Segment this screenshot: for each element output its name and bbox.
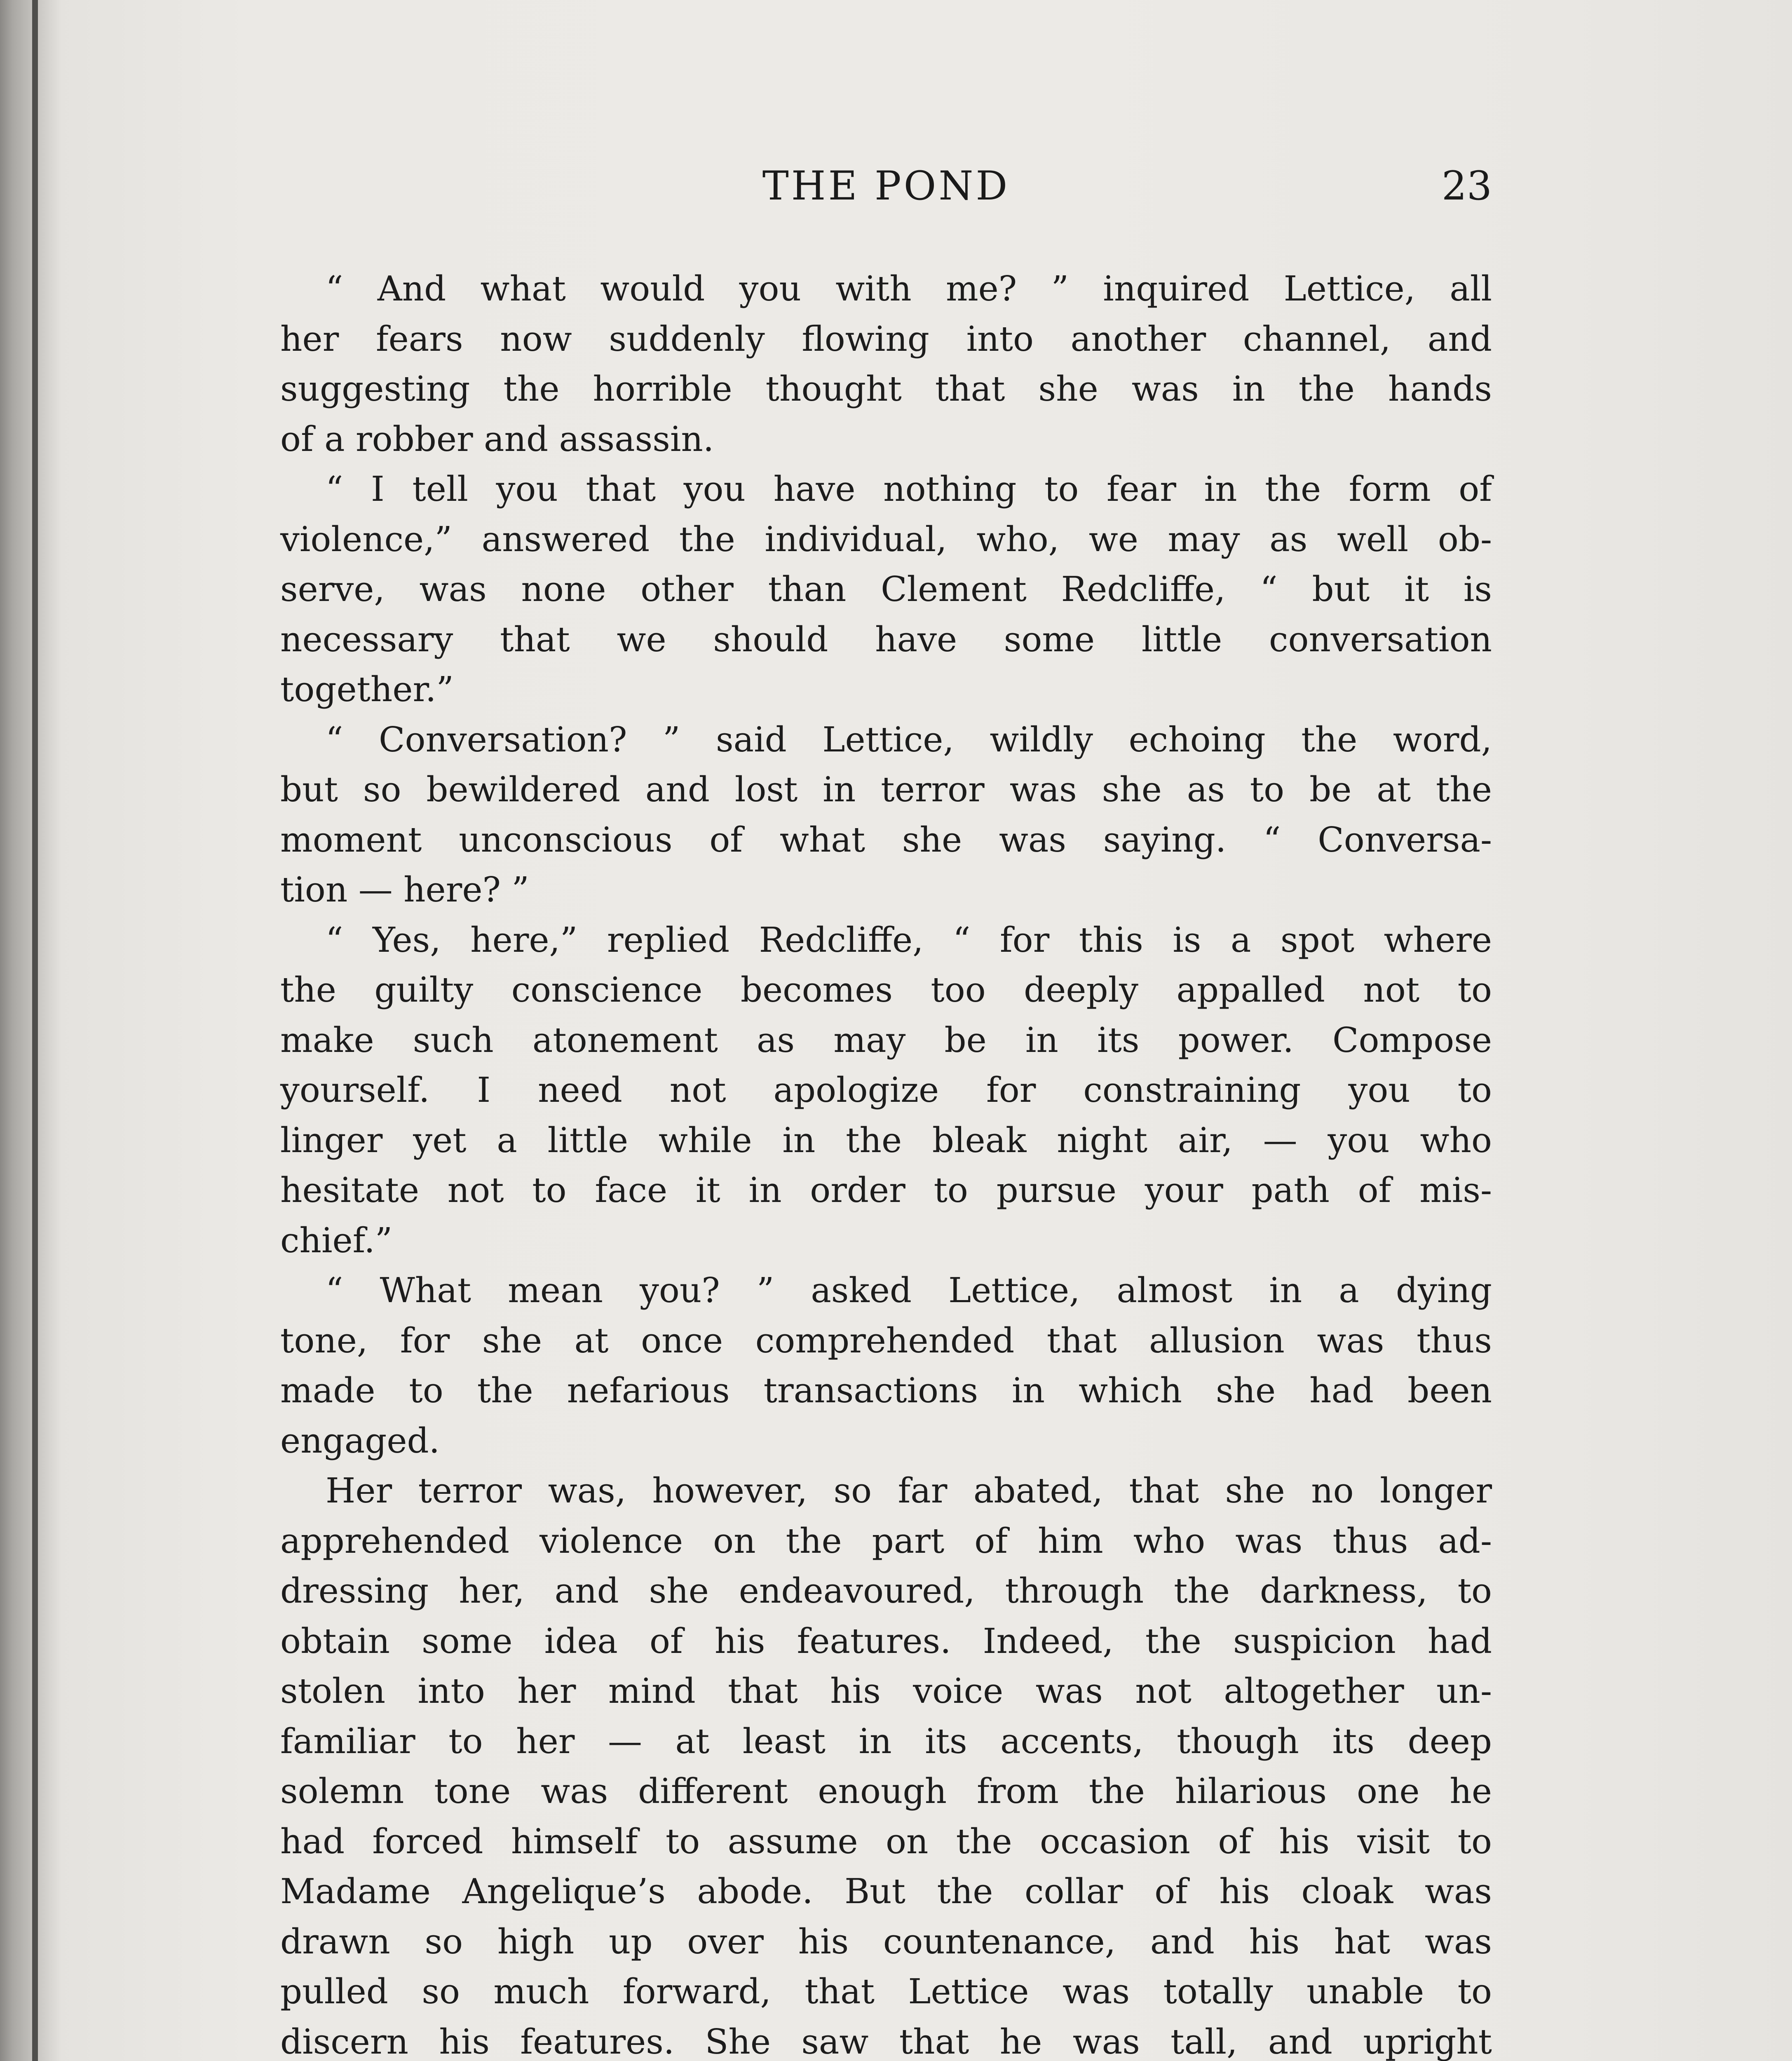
text-line: Madame Angelique’s abode. But the collar of his cloak was xyxy=(280,1871,1492,1911)
text-line: discern his features. She saw that he was tall, and upright xyxy=(280,2021,1492,2061)
text-line: “ And what would you with me? ” inquired Lettice, all xyxy=(326,269,1492,309)
text-line: serve, was none other than Clement Redcliffe, “ but it is xyxy=(280,569,1492,609)
text-line: make such atonement as may be in its power. Compose xyxy=(280,1020,1492,1060)
text-line: dressing her, and she endeavoured, through the darkness, to xyxy=(280,1571,1492,1611)
text-line: had forced himself to assume on the occasion of his visit to xyxy=(280,1821,1492,1861)
running-title: THE POND xyxy=(762,163,1010,209)
text-line: pulled so much forward, that Lettice was totally unable to xyxy=(280,1972,1492,2012)
text-line: the guilty conscience becomes too deeply appalled not to xyxy=(280,970,1492,1010)
text-line: her fears now suddenly flowing into another channel, and xyxy=(280,319,1492,359)
text-line: tion — here? ” xyxy=(280,870,529,910)
page-number: 23 xyxy=(1441,163,1492,209)
text-line: yourself. I need not apologize for constraining you to xyxy=(280,1070,1492,1110)
text-line: necessary that we should have some little conversation xyxy=(280,619,1492,660)
text-line: “ Conversation? ” said Lettice, wildly echoing the word, xyxy=(326,719,1492,760)
text-line: “ I tell you that you have nothing to fear in the form of xyxy=(326,469,1492,509)
text-line: Her terror was, however, so far abated, that she no longer xyxy=(326,1471,1492,1511)
text-line: drawn so high up over his countenance, and his hat was xyxy=(280,1921,1492,1962)
text-line: solemn tone was different enough from the hilarious one he xyxy=(280,1771,1492,1811)
text-line: “ What mean you? ” asked Lettice, almost in a dying xyxy=(326,1270,1492,1310)
text-line: moment unconscious of what she was saying. “ Conversa- xyxy=(280,819,1492,860)
running-head xyxy=(280,163,1492,225)
text-line: hesitate not to face it in order to pursue your path of mis- xyxy=(280,1170,1492,1210)
text-line: together.” xyxy=(280,669,454,709)
text-line: but so bewildered and lost in terror was she as to be at the xyxy=(280,770,1492,810)
binding-edge xyxy=(32,0,38,2061)
text-line: suggesting the horrible thought that she was in the hands xyxy=(280,369,1492,409)
text-line: stolen into her mind that his voice was not altogether un- xyxy=(280,1671,1492,1711)
text-line: tone, for she at once comprehended that allusion was thus xyxy=(280,1320,1492,1361)
text-line: linger yet a little while in the bleak night air, — you who xyxy=(280,1120,1492,1160)
text-line: of a robber and assassin. xyxy=(280,419,714,459)
body-text xyxy=(280,264,1492,2061)
text-line: apprehended violence on the part of him who was thus ad- xyxy=(280,1521,1492,1561)
binding-shadow xyxy=(0,0,62,2061)
text-line: chief.” xyxy=(280,1220,393,1261)
text-line: obtain some idea of his features. Indeed, the suspicion had xyxy=(280,1621,1492,1661)
text-line: “ Yes, here,” replied Redcliffe, “ for this is a spot where xyxy=(326,920,1492,960)
text-line: engaged. xyxy=(280,1420,440,1461)
text-line: familiar to her — at least in its accents, though its deep xyxy=(280,1721,1492,1761)
text-line: violence,” answered the individual, who, we may as well ob- xyxy=(280,519,1492,559)
text-line: made to the nefarious transactions in which she had been xyxy=(280,1371,1492,1411)
